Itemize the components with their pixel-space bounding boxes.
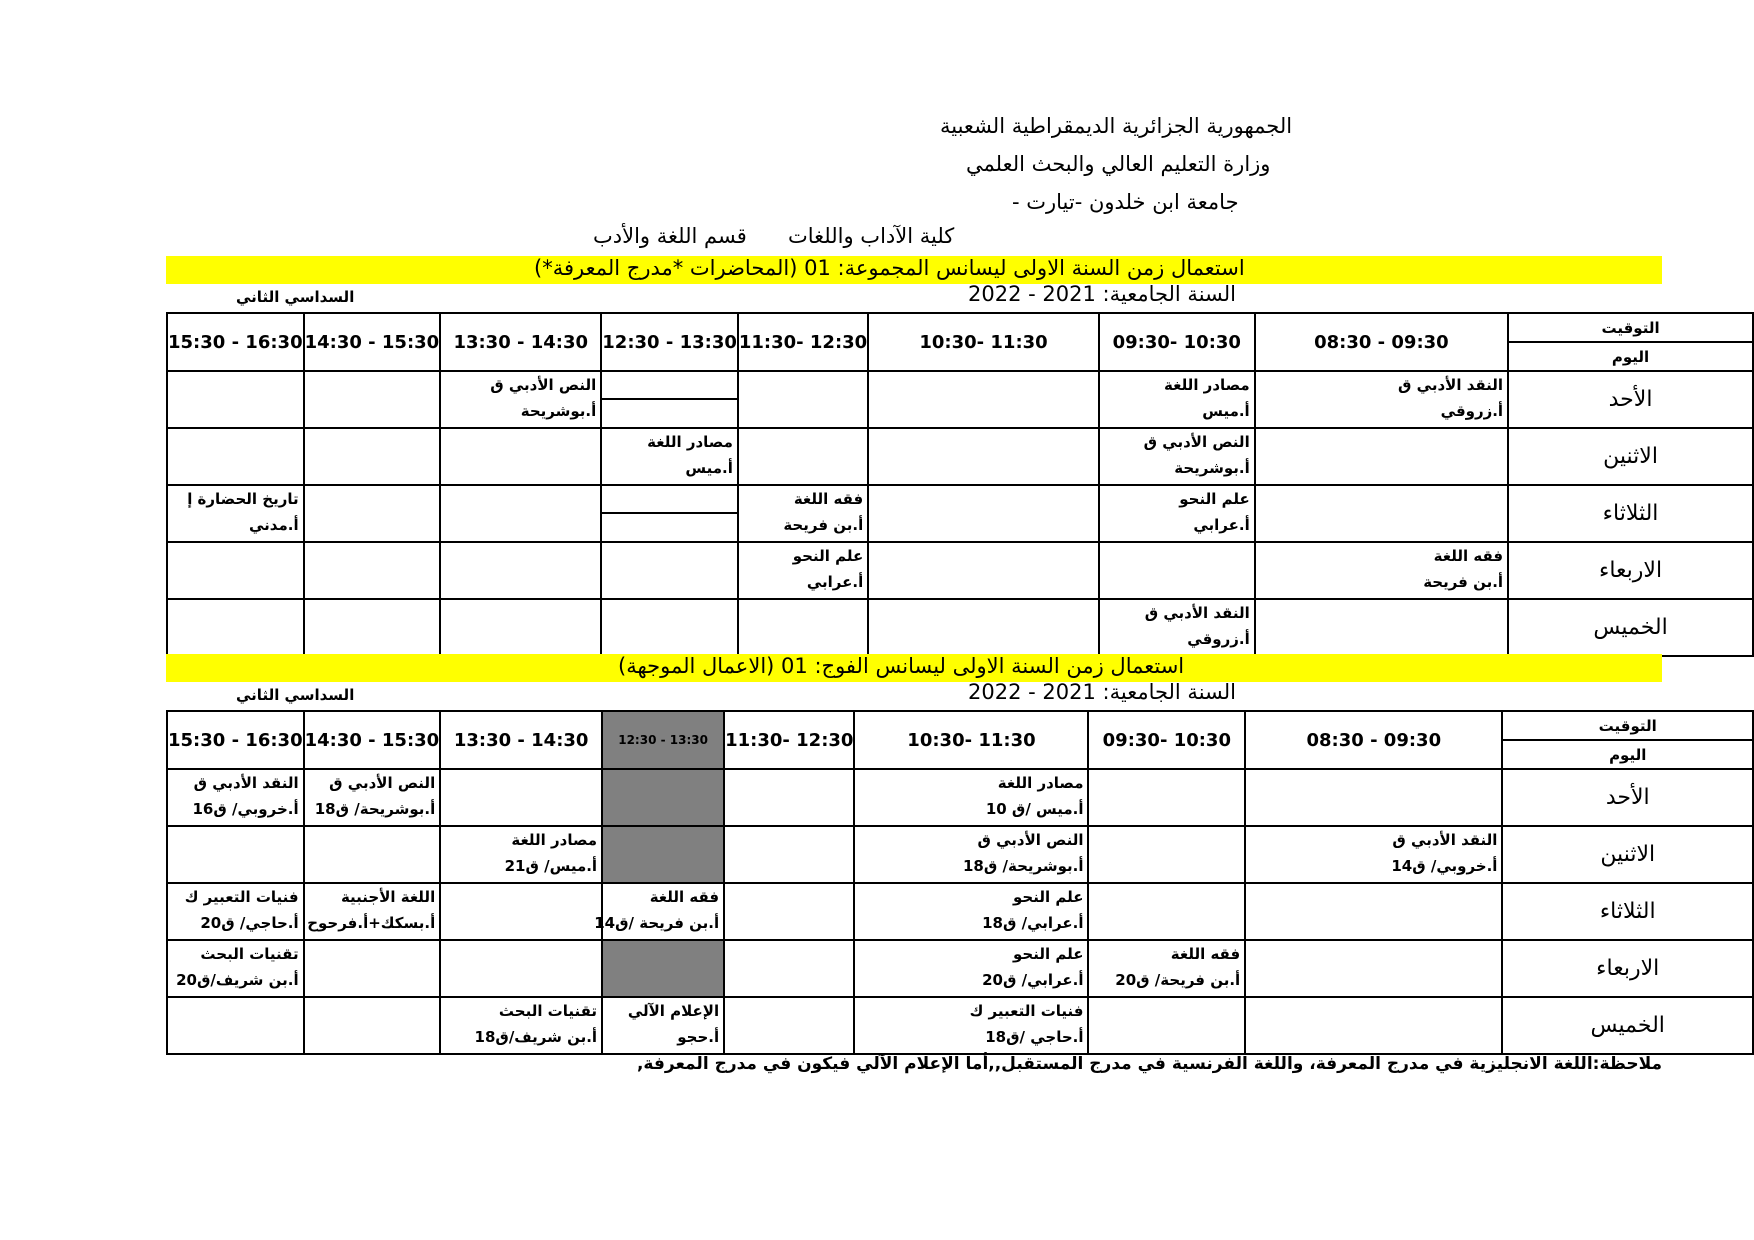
corner-day-label: اليوم xyxy=(1611,347,1650,366)
lec-r0-s0-teacher: أ.زروقي xyxy=(1440,402,1504,420)
tut-r0-s6-teacher: أ.بوشريحة/ ق18 xyxy=(314,800,436,818)
lec-day-sunday: الأحد xyxy=(1508,371,1753,428)
lec-r0-s5-course: النص الأدبي ق xyxy=(490,376,597,394)
lectures-slot-header-7: 15:30 - 16:30 xyxy=(167,313,304,371)
tutorials-timetable xyxy=(166,710,1754,1055)
lec-r1-s1-course: النص الأدبي ق xyxy=(1143,433,1250,451)
tutorials-slot-header-2: 10:30- 11:30 xyxy=(854,711,1088,769)
footer-note: ملاحظة:اللغة الانجليزية في مدرج المعرفة، واللغة الفرنسية في مدرج المستقبل,,أما الإعلام الآلي فيكون في مدرج المعرفة, xyxy=(636,1054,1662,1074)
tut-r0-s7-course: النقد الأدبي ق xyxy=(193,774,299,792)
lec-day-tuesday: الثلاثاء xyxy=(1508,485,1753,542)
lec-r1-s1-teacher: أ.بوشريحة xyxy=(1174,459,1250,477)
tut-r3-s1-course: فقه اللغة xyxy=(1170,945,1241,963)
tut-r4-s4-course: الإعلام الآلي xyxy=(627,1002,720,1020)
tutorials-slot-header-5: 13:30 - 14:30 xyxy=(440,711,602,769)
lectures-slot-header-1: 09:30- 10:30 xyxy=(1099,313,1255,371)
lectures-slot-header-6: 14:30 - 15:30 xyxy=(304,313,441,371)
lec-r3-s3-course: علم النحو xyxy=(792,547,864,565)
tut-r2-s4-course: فقه اللغة xyxy=(649,888,720,906)
tut-day-wednesday: الاربعاء xyxy=(1502,940,1753,997)
tutorials-slot-header-6: 14:30 - 15:30 xyxy=(304,711,441,769)
lectures-year: السنة الجامعية: 2021 - 2022 xyxy=(968,282,1236,306)
lec-r0-s1-teacher: أ.ميس xyxy=(1202,402,1250,420)
lec-r2-s3-teacher: أ.بن فريحة xyxy=(783,516,864,534)
tutorials-corner-header xyxy=(1502,711,1753,769)
tut-r3-s7-teacher: أ.بن شريف/ق20 xyxy=(176,971,299,989)
tutorials-slot-header-3: 11:30- 12:30 xyxy=(724,711,854,769)
lec-r3-s3-teacher: أ.عرابي xyxy=(806,573,864,591)
lec-r1-s4-course: مصادر اللغة xyxy=(647,433,733,451)
tut-r3-s7-course: تقنيات البحث xyxy=(200,945,299,963)
lec-r2-s3-course: فقه اللغة xyxy=(793,490,864,508)
lectures-slot-header-2: 10:30- 11:30 xyxy=(868,313,1099,371)
lec-r2-s1-course: علم النحو xyxy=(1179,490,1250,508)
tut-r1-s2-teacher: أ.بوشريحة/ ق18 xyxy=(963,857,1084,875)
lec-r1-s4-teacher: أ.ميس xyxy=(685,459,733,477)
lec-r0-s5-teacher: أ.بوشريحة xyxy=(520,402,597,420)
lec-day-thursday: الخميس xyxy=(1508,599,1753,656)
tut-r0-s7-teacher: أ.خروبي/ ق16 xyxy=(192,800,299,818)
tutorials-title: استعمال زمن السنة الاولى ليسانس الفوج: 01 (الاعمال الموجهة) xyxy=(618,654,1185,678)
tutorials-slot-header-0: 08:30 - 09:30 xyxy=(1245,711,1502,769)
header-faculty: كلية الآداب واللغات xyxy=(788,224,955,248)
tut-r2-s2-teacher: أ.عرابي/ ق18 xyxy=(982,914,1084,932)
tut-r2-s4-teacher: أ.بن فريحة /ق14 xyxy=(594,914,720,932)
lec-r0-s0-course: النقد الأدبي ق xyxy=(1398,376,1504,394)
corner-day-label: اليوم xyxy=(1609,745,1647,764)
lec-r4-s1-course: النقد الأدبي ق xyxy=(1144,604,1250,622)
tut-r0-s2-course: مصادر اللغة xyxy=(997,774,1084,792)
lectures-corner-header xyxy=(1508,313,1753,371)
lec-day-monday: الاثنين xyxy=(1508,428,1753,485)
tut-r1-s2-course: النص الأدبي ق xyxy=(977,831,1084,849)
tut-r4-s5-course: تقنيات البحث xyxy=(498,1002,598,1020)
lectures-timetable xyxy=(166,312,1754,657)
lec-r0-s1-course: مصادر اللغة xyxy=(1164,376,1250,394)
tut-r4-s4-teacher: أ.حجو xyxy=(677,1028,720,1046)
header-department: قسم اللغة والأدب xyxy=(593,224,747,248)
tutorials-year: السنة الجامعية: 2021 - 2022 xyxy=(968,680,1236,704)
tut-r1-s5-course: مصادر اللغة xyxy=(511,831,598,849)
lec-day-wednesday: الاربعاء xyxy=(1508,542,1753,599)
tut-day-tuesday: الثلاثاء xyxy=(1502,883,1753,940)
lec-r2-s1-teacher: أ.عرابي xyxy=(1193,516,1250,534)
tut-r1-s5-teacher: أ.ميس/ ق21 xyxy=(504,857,598,875)
lectures-slot-header-0: 08:30 - 09:30 xyxy=(1255,313,1508,371)
tut-r3-s1-teacher: أ.بن فريحة/ ق20 xyxy=(1115,971,1241,989)
corner-time-label: التوقيت xyxy=(1509,314,1752,343)
lec-r3-s0-course: فقه اللغة xyxy=(1433,547,1504,565)
tutorials-slot-header-7: 15:30 - 16:30 xyxy=(167,711,304,769)
lectures-slot-header-3: 11:30- 12:30 xyxy=(738,313,868,371)
header-republic: الجمهورية الجزائرية الديمقراطية الشعبية xyxy=(940,114,1293,138)
lectures-slot-header-4: 12:30 - 13:30 xyxy=(601,313,738,371)
corner-time-label: التوقيت xyxy=(1503,712,1752,741)
tut-day-thursday: الخميس xyxy=(1502,997,1753,1054)
tut-r1-s0-course: النقد الأدبي ق xyxy=(1392,831,1498,849)
tutorials-semester: السداسي الثاني xyxy=(236,686,355,704)
header-university: جامعة ابن خلدون -تيارت - xyxy=(1012,190,1239,214)
tut-r2-s7-course: فنيات التعبير ك xyxy=(184,888,299,906)
tut-r1-s0-teacher: أ.خروبي/ ق14 xyxy=(1391,857,1498,875)
tut-r2-s2-course: علم النحو xyxy=(1013,888,1084,906)
tut-r2-s6-teacher: أ.بسكك+أ.فرحوح xyxy=(307,914,436,932)
tut-r4-s5-teacher: أ.بن شريف/ق18 xyxy=(474,1028,598,1046)
tut-r2-s6-course: اللغة الأجنبية xyxy=(340,888,436,906)
tutorials-slot-header-1: 09:30- 10:30 xyxy=(1088,711,1245,769)
lec-r3-s0-teacher: أ.بن فريحة xyxy=(1423,573,1504,591)
tut-r3-s2-teacher: أ.عرابي/ ق20 xyxy=(982,971,1084,989)
lectures-semester: السداسي الثاني xyxy=(236,288,355,306)
lec-r2-s7-teacher: أ.مدني xyxy=(249,516,299,534)
tut-r2-s7-teacher: أ.حاجي/ ق20 xyxy=(200,914,299,932)
tut-r4-s2-teacher: أ.حاجي /ق18 xyxy=(985,1028,1084,1046)
lec-r4-s1-teacher: أ.زروقي xyxy=(1187,630,1250,648)
lectures-slot-header-5: 13:30 - 14:30 xyxy=(440,313,601,371)
tut-r0-s2-teacher: أ.ميس /ق 10 xyxy=(985,800,1084,818)
lectures-title: استعمال زمن السنة الاولى ليسانس المجموعة: 01 (المحاضرات *مدرج المعرفة*) xyxy=(534,256,1245,280)
tutorials-slot-header-4: 12:30 - 13:30 xyxy=(602,711,724,769)
tut-day-monday: الاثنين xyxy=(1502,826,1753,883)
tut-r0-s6-course: النص الأدبي ق xyxy=(329,774,436,792)
lec-r2-s7-course: تاريخ الحضارة إ xyxy=(187,490,299,508)
tut-day-sunday: الأحد xyxy=(1502,769,1753,826)
tut-r4-s2-course: فنيات التعبير ك xyxy=(969,1002,1084,1020)
tut-r3-s2-course: علم النحو xyxy=(1013,945,1084,963)
header-ministry: وزارة التعليم العالي والبحث العلمي xyxy=(966,152,1271,176)
